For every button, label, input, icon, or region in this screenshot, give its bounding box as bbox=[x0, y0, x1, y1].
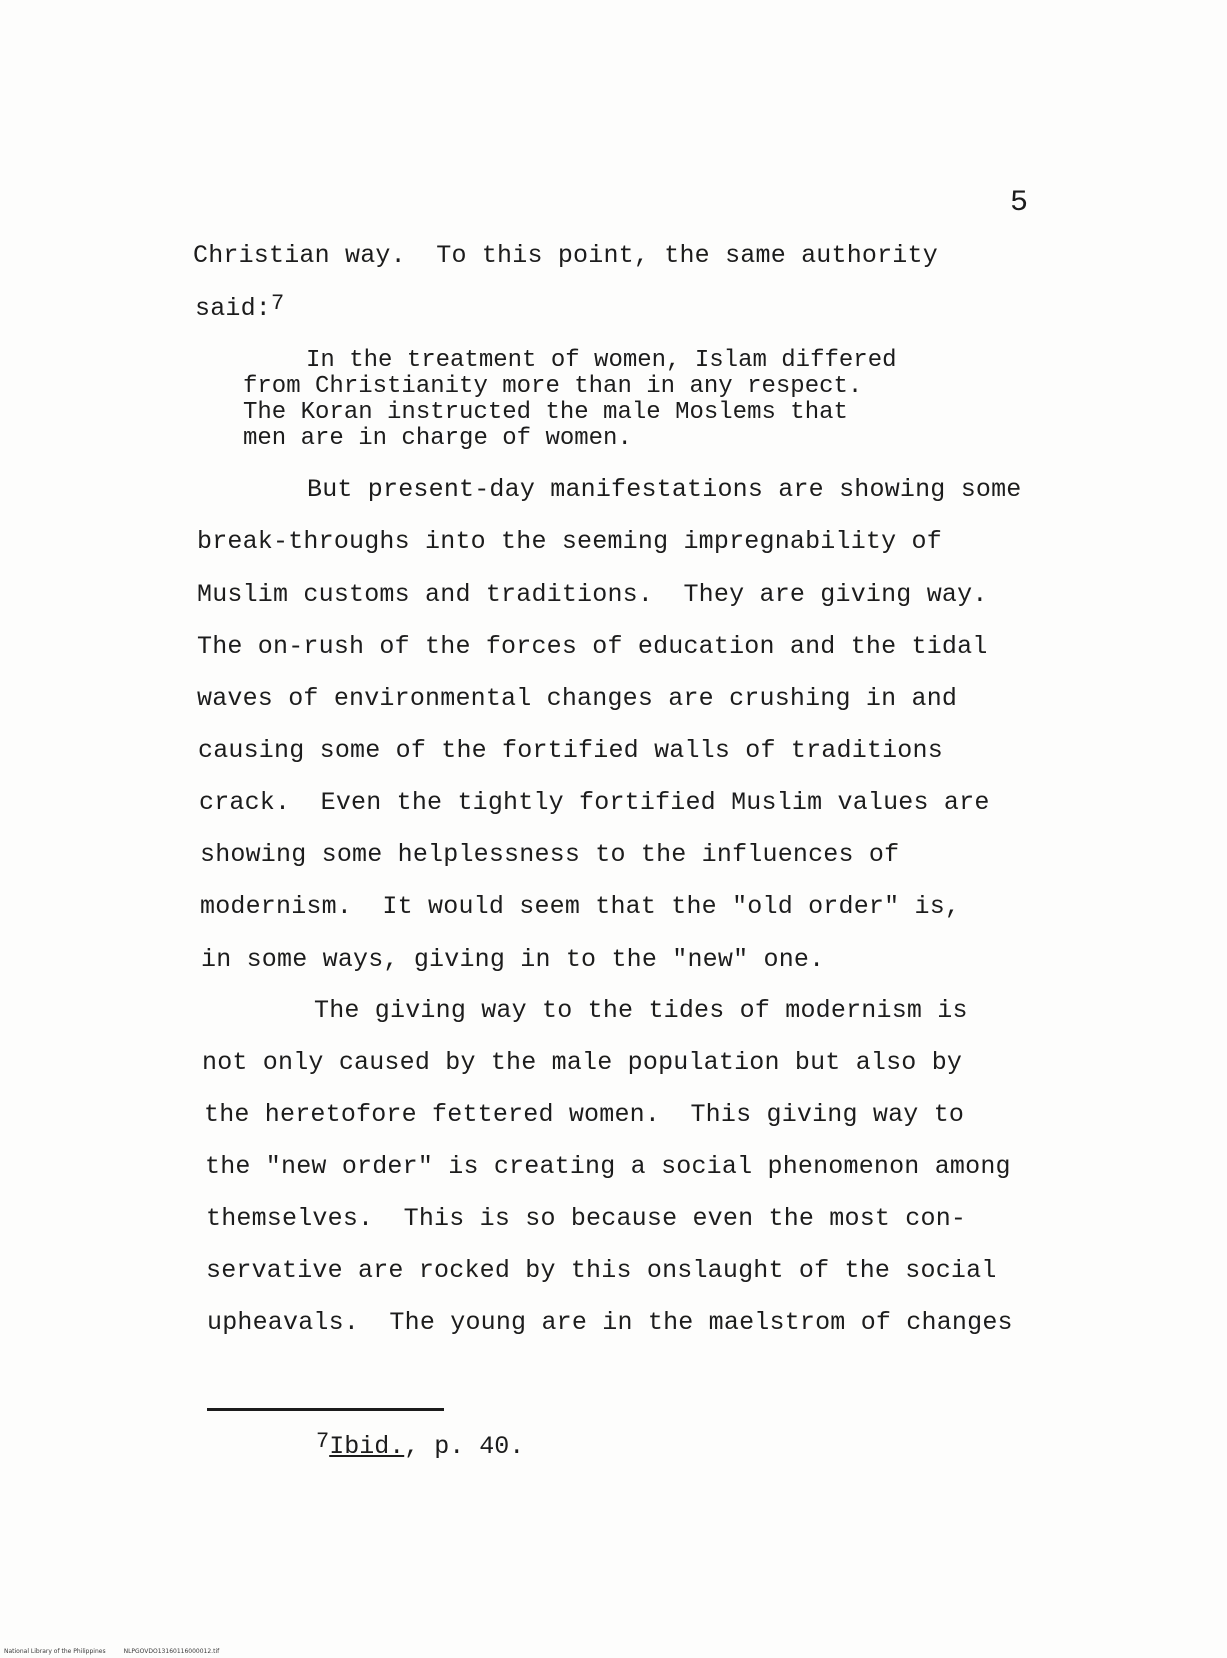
paragraph-line: themselves. This is so because even the most con- bbox=[206, 1204, 967, 1233]
footnote-citation: , p. 40. bbox=[404, 1432, 525, 1461]
paragraph-line: servative are rocked by this onslaught of the social bbox=[206, 1256, 997, 1285]
paragraph-line: in some ways, giving in to the "new" one. bbox=[201, 945, 825, 974]
block-quote-line: The Koran instructed the male Moslems that bbox=[243, 399, 848, 426]
block-quote-line: In the treatment of women, Islam differed bbox=[306, 347, 897, 374]
paragraph-line: Muslim customs and traditions. They are giving way. bbox=[197, 580, 988, 609]
text-line bbox=[195, 291, 285, 325]
footnote-ibid: Ibid. bbox=[329, 1432, 405, 1461]
text-line-text: said: bbox=[195, 294, 272, 323]
footnote-marker: 7 bbox=[316, 1429, 330, 1454]
text-line: Christian way. To this point, the same authority bbox=[193, 241, 938, 270]
archive-footer bbox=[4, 1648, 219, 1656]
paragraph-line: break-throughs into the seeming impregnability of bbox=[197, 527, 942, 556]
paragraph-line: The on-rush of the forces of education and the tidal bbox=[197, 632, 988, 661]
footnote-separator bbox=[207, 1408, 444, 1411]
page-number: 5 bbox=[1010, 186, 1029, 220]
paragraph-line: showing some helplessness to the influences of bbox=[200, 840, 900, 869]
paragraph-line: not only caused by the male population but also by bbox=[202, 1048, 963, 1077]
block-quote-line: men are in charge of women. bbox=[243, 425, 632, 452]
footnote bbox=[316, 1429, 525, 1463]
footer-library: National Library of the Philippines bbox=[4, 1648, 106, 1655]
paragraph-line: The giving way to the tides of modernism is bbox=[314, 996, 968, 1025]
paragraph-line: upheavals. The young are in the maelstrom of changes bbox=[207, 1308, 1013, 1337]
paragraph-line: modernism. It would seem that the "old order" is, bbox=[200, 892, 961, 921]
footnote-reference: 7 bbox=[271, 291, 285, 316]
paragraph-line: the "new order" is creating a social phenomenon among bbox=[205, 1152, 1011, 1181]
paragraph-line: crack. Even the tightly fortified Muslim values are bbox=[199, 788, 990, 817]
paragraph-line: the heretofore fettered women. This giving way to bbox=[204, 1100, 965, 1129]
paragraph-line: But present-day manifestations are showing some bbox=[307, 475, 1022, 504]
paragraph-line: waves of environmental changes are crushing in and bbox=[197, 684, 958, 713]
footer-file-id: NLPGOVDO13160116000012.tif bbox=[123, 1648, 220, 1655]
block-quote-line: from Christianity more than in any respect. bbox=[243, 373, 863, 400]
paragraph-line: causing some of the fortified walls of traditions bbox=[198, 736, 943, 765]
